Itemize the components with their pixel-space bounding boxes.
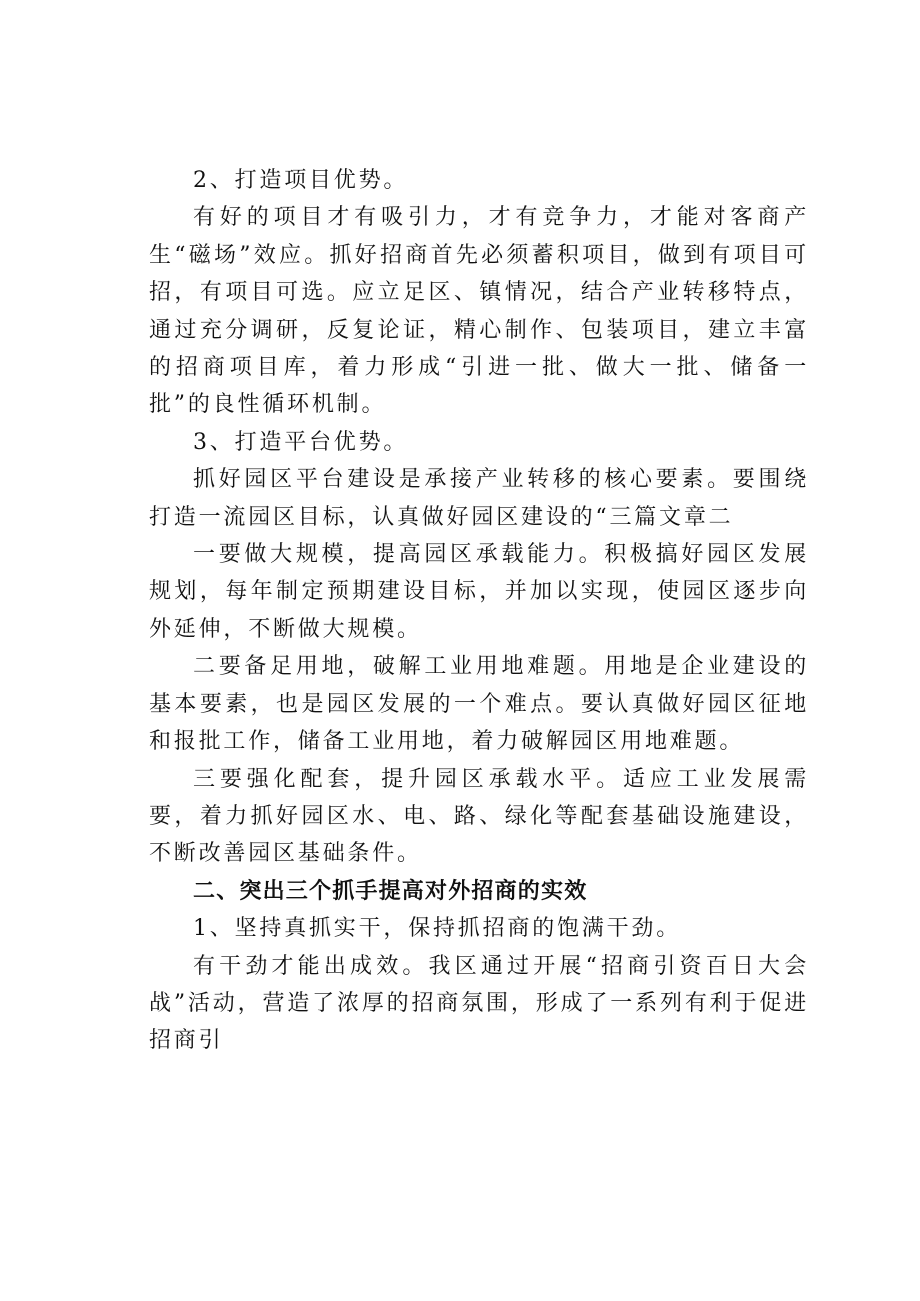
paragraph-project-advantage: 有好的项目才有吸引力，才有竞争力，才能对客商产生“磁场”效应。抓好招商首先必须蓄积项目，做到有项目可招，有项目可选。应立足区、镇情况，结合产业转移特点，通过充分调研，反复论证，精心制作、包装项目，建立丰富的招商项目库，着力形成“引进一批、做大一批、储备一批”的良性循环机制。 (149, 205, 809, 418)
document-body (149, 162, 809, 1060)
paragraph-hard-work: 有干劲才能出成效。我区通过开展“招商引资百日大会战”活动，营造了浓厚的招商氛围，形成了一系列有利于促进招商引 (149, 953, 809, 1054)
subheading-hard-work: 1、坚持真抓实干，保持抓招商的饱满干劲。 (193, 916, 681, 942)
section-heading-two: 二、突出三个抓手提高对外招商的实效 (193, 878, 588, 904)
subheading-project-advantage: 2、打造项目优势。 (193, 168, 409, 193)
subheading-platform-advantage: 3、打造平台优势。 (193, 429, 409, 455)
paragraph-platform-intro: 抓好园区平台建设是承接产业转移的核心要素。要围绕打造一流园区目标，认真做好园区建设的“三篇文章二 (149, 467, 809, 530)
paragraph-supporting-facilities: 三要强化配套，提升园区承载水平。适应工业发展需要，着力抓好园区水、电、路、绿化等配套基础设施建设，不断改善园区基础条件。 (149, 766, 809, 867)
paragraph-land: 二要备足用地，破解工业用地难题。用地是企业建设的基本要素，也是园区发展的一个难点。要认真做好园区征地和报批工作，储备工业用地，着力破解园区用地难题。 (149, 654, 809, 755)
paragraph-scale: 一要做大规模，提高园区承载能力。积极搞好园区发展规划，每年制定预期建设目标，并加以实现，使园区逐步向外延伸，不断做大规模。 (149, 542, 809, 642)
